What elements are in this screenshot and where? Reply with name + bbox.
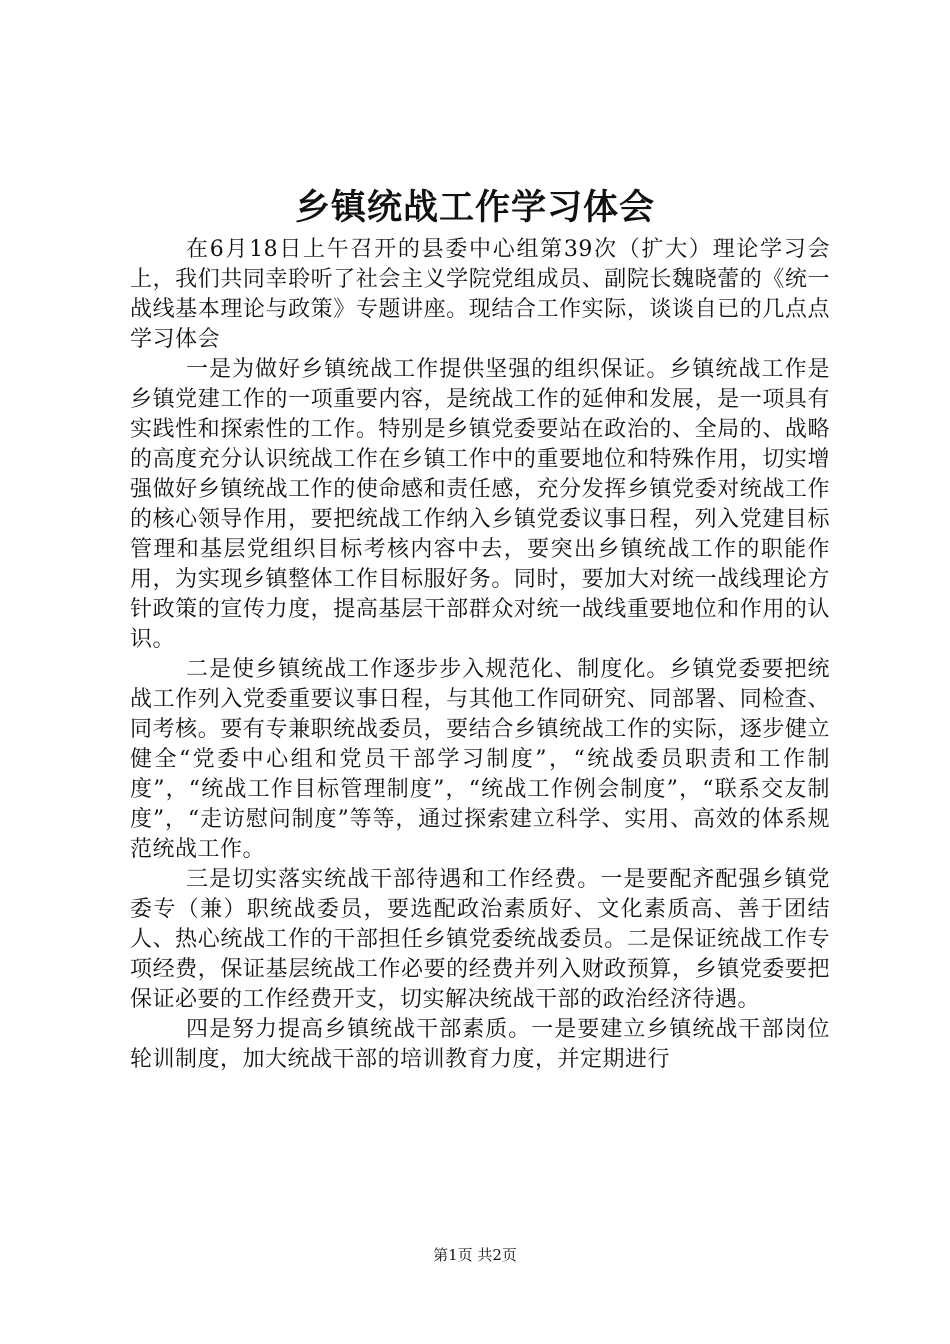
paragraph-point-three: 三是切实落实统战干部待遇和工作经费。一是要配齐配强乡镇党委专（兼）职统战委员，要选配政治素质好、文化素质高、善于团结人、热心统战工作的干部担任乡镇党委统战委员。二是保证统战工作专项经费，保证基层统战工作必要的经费并列入财政预算，乡镇党委要把保证必要的工作经费开支，切实解决统战干部的政治经济待遇。 (130, 867, 830, 1012)
paragraph-point-two: 二是使乡镇统战工作逐步步入规范化、制度化。乡镇党委要把统战工作列入党委重要议事日程，与其他工作同研究、同部署、同检查、同考核。要有专兼职统战委员，要结合乡镇统战工作的实际，逐步健立健全“党委中心组和党员干部学习制度”，“统战委员职责和工作制度”，“统战工作目标管理制度”，“统战工作例会制度”，“联系交友制度”，“走访慰问制度”等等，通过探索建立科学、实用、高效的体系规范统战工作。 (130, 657, 830, 862)
paragraph-point-one: 一是为做好乡镇统战工作提供坚强的组织保证。乡镇统战工作是乡镇党建工作的一项重要内容，是统战工作的延伸和发展，是一项具有实践性和探索性的工作。特别是乡镇党委要站在政治的、全局的、战略的高度充分认识统战工作在乡镇工作中的重要地位和特殊作用，切实增强做好乡镇统战工作的使命感和责任感，充分发挥乡镇党委对统战工作的核心领导作用，要把统战工作纳入乡镇党委议事日程，列入党建目标管理和基层党组织目标考核内容中去，要突出乡镇统战工作的职能作用，为实现乡镇整体工作目标服好务。同时，要加大对统一战线理论方针政策的宣传力度，提高基层干部群众对统一战线重要地位和作用的认识。 (130, 357, 830, 652)
paragraph-point-four: 四是努力提高乡镇统战干部素质。一是要建立乡镇统战干部岗位轮训制度，加大统战干部的培训教育力度，并定期进行 (130, 1017, 830, 1072)
document-body (130, 235, 830, 1075)
document-title: 乡镇统战工作学习体会 (294, 188, 655, 228)
page-number-footer: 第1页 共2页 (433, 1246, 517, 1264)
paragraph-intro: 在6月18日上午召开的县委中心组第39次（扩大）理论学习会上，我们共同幸聆听了社会主义学院党组成员、副院长魏晓蕾的《统一战线基本理论与政策》专题讲座。现结合工作实际，谈谈自已的几点点学习体会 (130, 237, 830, 352)
